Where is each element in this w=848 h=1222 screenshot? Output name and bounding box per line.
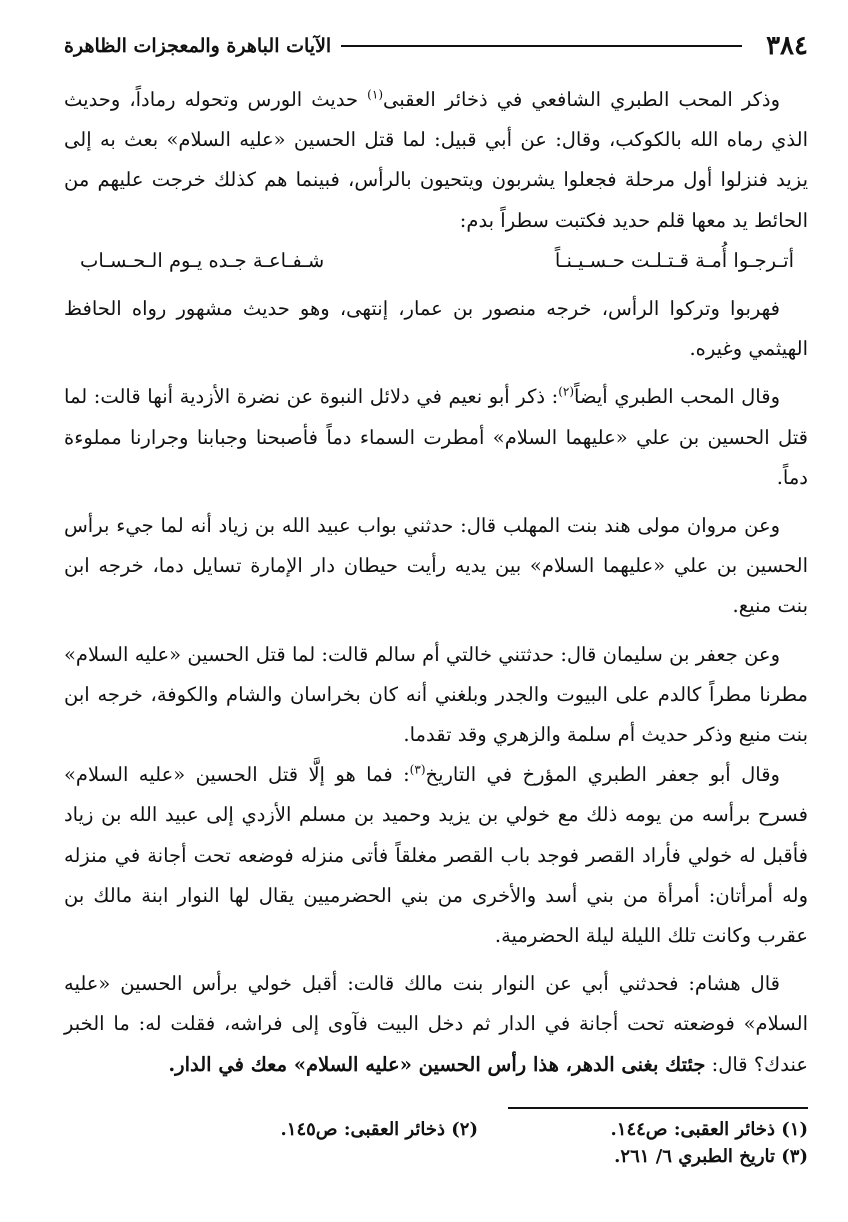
page-header (64, 28, 808, 64)
paragraph-4: وعن مروان مولى هند بنت المهلب قال: حدثني بواب عبيد الله بن زياد أنه لما جيء برأس الحسين بن علي «عليهما السلام» بين يديه رأيت حيطان دار الإمارة تسايل دما، خرجه ابن بنت منيع. (64, 514, 808, 618)
quote-bold: جئتك بغنى الدهر، هذا رأس الحسين «عليه السلام» معك في الدار. (168, 1052, 706, 1076)
paragraph-5: وعن جعفر بن سليمان قال: حدثتني خالتي أم سالم قالت: لما قتل الحسين «عليه السلام» مطرنا مطراً كالدم على البيوت والجدر وبلغني أنه كان بخراسان والشام والكوفة، خرجه ابن بنت منيع وذكر حديث أم سلمة والزهري وقد تقدما. (64, 642, 808, 747)
footnote-ref-1: (١) (367, 87, 383, 102)
paragraph-3: وقال المحب الطبري أيضاً$^{(٢)}$: ذكر أبو نعيم في دلائل النبوة عن نضرة الأزدية أنها قالت: لما قتل الحسين بن علي «عليهما السلام» أمطرت السماء دماً فأصبحنا وجبابنا وجرارنا مملوءة دماً. (64, 384, 808, 489)
footnote-ref-2: (٢) (558, 384, 575, 399)
paragraph-1: وذكر المحب الطبري الشافعي في ذخائر العقبى$^{(١)}$ حديث الورس وتحوله رماداً، وحديث الذي رماه الله بالكوكب، وقال: عن أبي قبيل: لما قتل الحسين «عليه السلام» بعث به إلى يزيد فنزلوا أول مرحلة فجعلوا يشربون ويتحيون بالرأس، فبينما هم كذلك خرجت عليهم من الحائط يد معها قلم حديد فكتبت سطراً بدم: (64, 87, 808, 232)
header-rule (341, 45, 742, 47)
footnotes (64, 1116, 808, 1170)
footnote-2: (٢) ذخائر العقبى: ص١٤٥. (280, 1119, 478, 1140)
footnote-3: (٣) تاريخ الطبري ٦/ ٢٦١. (614, 1146, 808, 1167)
page-number: ٣٨٤ (766, 31, 808, 61)
running-title: الآيات الباهرة والمعجزات الظاهرة (64, 35, 332, 57)
footnote-row (64, 1143, 808, 1170)
poem-verse (64, 241, 808, 281)
verse-first-hemistich: أتـرجـوا أُمـة قـتـلـت حـسـيـنـاً (554, 248, 794, 272)
paragraph-2: فهربوا وتركوا الرأس، خرجه منصور بن عمار، إنتهى، وهو حديث مشهور رواه الحافظ الهيثمي وغيره. (64, 297, 808, 361)
paragraph-6: وقال أبو جعفر الطبري المؤرخ في التاريخ$^{(٣)}$: فما هو إلَّا قتل الحسين «عليه السلام» فسرح برأسه من يومه ذلك مع خولي بن يزيد وحميد بن مسلم الأزدي إلى عبيد الله بن زياد فأقبل له خولي فأراد القصر فوجد باب القصر مغلقاً فأتى منزله فوضعه تحت أجانة في منزله وله أمرأتان: أمرأة من بني أسد والأخرى من بني الحضرميين يقال لها النوار ابنة مالك بن عقرب وكانت تلك الليلة ليلة الحضرمية. (64, 762, 808, 948)
footnote-row (64, 1116, 808, 1143)
footnote-divider (508, 1107, 808, 1109)
footnote-ref-3: (٣) (409, 762, 426, 777)
footnote-1: (١) ذخائر العقبى: ص١٤٤. (610, 1119, 808, 1140)
paragraph-7: قال هشام: فحدثني أبي عن النوار بنت مالك قالت: أقبل خولي برأس الحسين «عليه السلام» فوضعته تحت أجانة في الدار ثم دخل البيت فآوى إلى فراشه، فقلت له: ما الخبر عندك؟ قال: جئتك بغنى الدهر، هذا رأس الحسين «عليه السلام» معك في الدار. (64, 972, 808, 1076)
verse-second-hemistich: شـفـاعـة جـده يـوم الـحـسـاب (80, 248, 325, 272)
main-text (64, 80, 808, 1085)
